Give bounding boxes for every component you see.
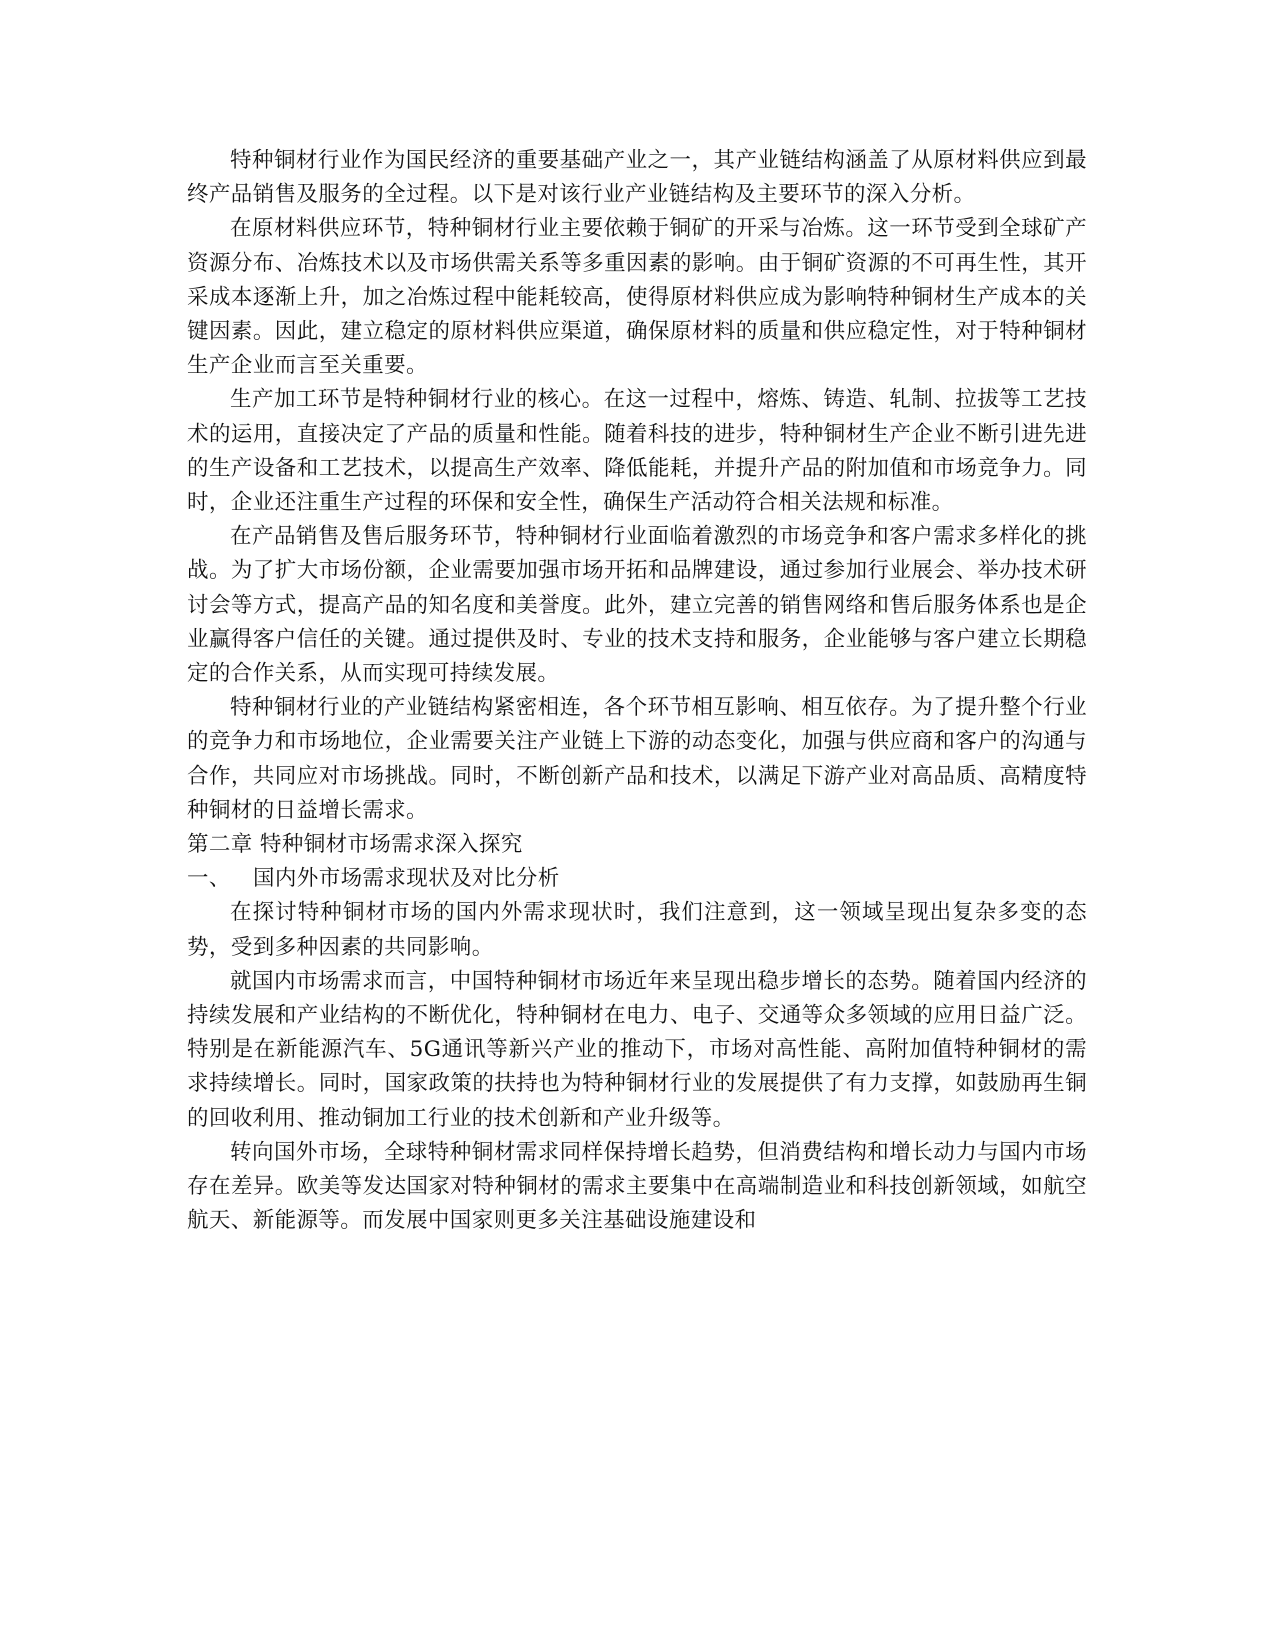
paragraph-foreign-demand: 转向国外市场，全球特种铜材需求同样保持增长趋势，但消费结构和增长动力与国内市场存在差异。欧美等发达国家对特种铜材的需求主要集中在高端制造业和科技创新领域，如航空航天、新能源等。而发展中国家则更多关注基础设施建设和 [187, 1139, 1087, 1234]
paragraph-raw-material-supply: 在原材料供应环节，特种铜材行业主要依赖于铜矿的开采与冶炼。这一环节受到全球矿产资源分布、冶炼技术以及市场供需关系等多重因素的影响。由于铜矿资源的不可再生性，其开采成本逐渐上升，加之冶炼过程中能耗较高，使得原材料供应成为影响特种铜材生产成本的关键因素。因此，建立稳定的原材料供应渠道，确保原材料的质量和供应稳定性，对于特种铜材生产企业而言至关重要。 [187, 216, 1087, 379]
section-title: 国内外市场需求现状及对比分析 [253, 866, 560, 892]
paragraph-chain-summary: 特种铜材行业的产业链结构紧密相连，各个环节相互影响、相互依存。为了提升整个行业的竞争力和市场地位，企业需要关注产业链上下游的动态变化，加强与供应商和客户的沟通与合作，共同应对市场挑战。同时，不断创新产品和技术，以满足下游产业对高品质、高精度特种铜材的日益增长需求。 [187, 695, 1087, 823]
paragraph-sales-service: 在产品销售及售后服务环节，特种铜材行业面临着激烈的市场竞争和客户需求多样化的挑战。为了扩大市场份额，企业需要加强市场开拓和品牌建设，通过参加行业展会、举办技术研讨会等方式，提高产品的知名度和美誉度。此外，建立完善的销售网络和售后服务体系也是企业赢得客户信任的关键。通过提供及时、专业的技术支持和服务，企业能够与客户建立长期稳定的合作关系，从而实现可持续发展。 [187, 524, 1087, 687]
paragraph-demand-overview: 在探讨特种铜材市场的国内外需求现状时，我们注意到，这一领域呈现出复杂多变的态势，受到多种因素的共同影响。 [187, 900, 1087, 960]
section-number: 一、 [187, 866, 231, 892]
chapter-heading: 第二章 特种铜材市场需求深入探究 [187, 832, 523, 858]
paragraph-industry-chain-intro: 特种铜材行业作为国民经济的重要基础产业之一，其产业链结构涵盖了从原材料供应到最终产品销售及服务的全过程。以下是对该行业产业链结构及主要环节的深入分析。 [187, 148, 1087, 208]
paragraph-domestic-demand: 就国内市场需求而言，中国特种铜材市场近年来呈现出稳步增长的态势。随着国内经济的持续发展和产业结构的不断优化，特种铜材在电力、电子、交通等众多领域的应用日益广泛。特别是在新能源汽车、5G通讯等新兴产业的推动下，市场对高性能、高附加值特种铜材的需求持续增长。同时，国家政策的扶持也为特种铜材行业的发展提供了有力支撑，如鼓励再生铜的回收利用、推动铜加工行业的技术创新和产业升级等。 [187, 968, 1087, 1131]
document-page [187, 144, 1087, 1239]
paragraph-production-processing: 生产加工环节是特种铜材行业的核心。在这一过程中，熔炼、铸造、轧制、拉拔等工艺技术的运用，直接决定了产品的质量和性能。随着科技的进步，特种铜材生产企业不断引进先进的生产设备和工艺技术，以提高生产效率、降低能耗，并提升产品的附加值和市场竞争力。同时，企业还注重生产过程的环保和安全性，确保生产活动符合相关法规和标准。 [187, 387, 1087, 516]
section-heading [187, 862, 1087, 896]
